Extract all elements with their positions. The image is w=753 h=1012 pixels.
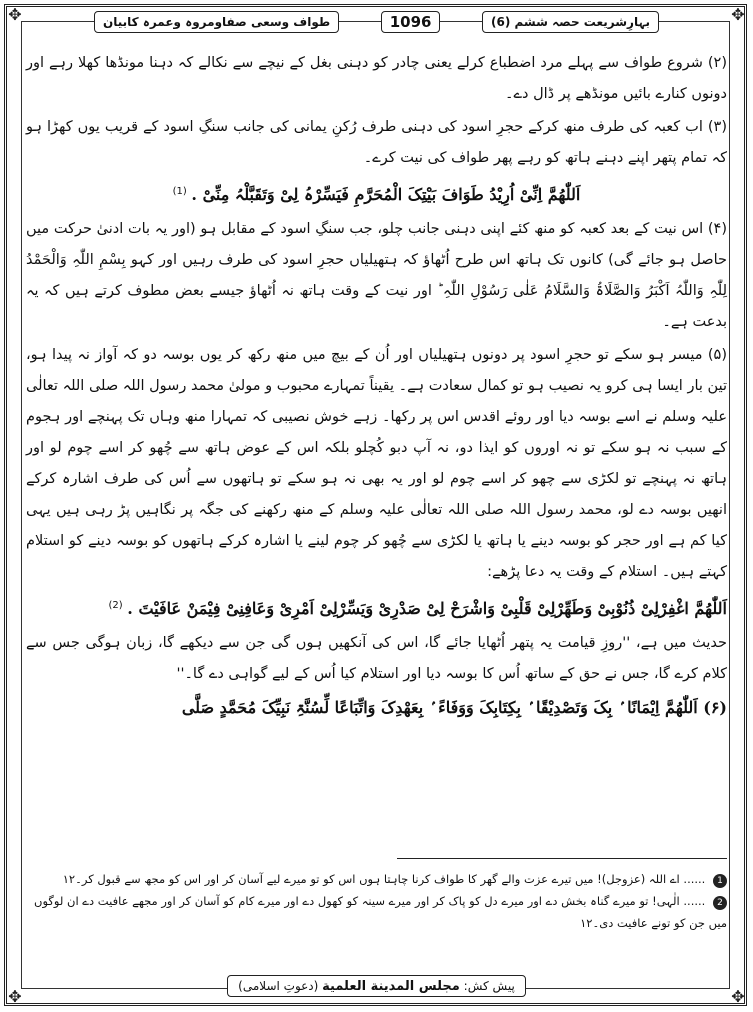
chapter-title: طواف وسعی صفاومروہ وعمرہ کابیان	[94, 11, 339, 33]
footnote-text: ...... الٰہی! تو میرے گناہ بخش دے اور میرے دل کو پاک کر اور میرے سینہ کو کھول دے اور میرے کام کو آسان کر اور مجھے عافیت دے ان لوگوں میں جن کو تونے عافیت دی۔۱۲	[34, 894, 727, 930]
footnotes	[26, 868, 727, 934]
dua-niyyat	[26, 176, 727, 212]
paragraph-3: (۳) اب کعبہ کی طرف منھ کرکے حجرِ اسود کی دہنی طرف رُکنِ یمانی کی جانب سنگِ اسود کے قریب یوں کھڑا ہو کہ تمام پتھر اپنے دہنے ہاتھ کو رہے پھر طواف کی نیت کرے۔	[26, 119, 727, 166]
paragraph-4: (۴) اس نیت کے بعد کعبہ کو منھ کئے اپنی دہنی جانب چلو، جب سنگِ اسود کے مقابل ہو (اور یہ بات ادنیٰ حرکت میں حاصل ہو جائے گی) کانوں تک ہاتھ اس طرح اُٹھاؤ کہ ہتھیلیاں حجرِ اسود کی طرف رہیں اور کہو بِسْمِ اللّٰہِ وَالْحَمْدُ لِلّٰہِ وَاللّٰہُ اَکْبَرُ وَالصَّلَاۃُ وَالسَّلَامُ عَلٰی رَسُوْلِ اللّٰہِ ؕ اور نیت کے وقت ہاتھ نہ اُٹھاؤ جیسے بعض مطوف کرتے ہیں کہ یہ بدعت ہے۔	[26, 220, 727, 330]
dua-istilam-text: اَللّٰھُمَّ اغْفِرْلِیْ ذُنُوْبِیْ وَطَھِّرْلِیْ قَلْبِیْ وَاشْرَحْ لِیْ صَدْرِیْ وَیَسِّرْلِیْ اَمْرِیْ وَعَافِنِیْ فِیْمَنْ عَافَیْتَ .	[127, 598, 727, 618]
corner-ornament-icon: ✥	[8, 5, 22, 24]
publisher-suffix: (دعوتِ اسلامی)	[238, 979, 319, 993]
footnote-2	[26, 890, 727, 934]
corner-ornament-icon: ✥	[731, 987, 745, 1006]
footnote-text: ...... اے اللہ (عزوجل)! میں تیرے عزت والے گھر کا طواف کرنا چاہتا ہوں اس کو تو میرے لیے آسان کر اور اس کو مجھ سے قبول کر۔۱۲	[62, 872, 706, 886]
page-number: 1096	[381, 11, 441, 33]
corner-ornament-icon: ✥	[8, 987, 22, 1006]
publisher-box	[227, 975, 526, 997]
publisher-prefix: پیش کش:	[463, 979, 515, 993]
paragraph-5: (۵) میسر ہو سکے تو حجرِ اسود پر دونوں ہتھیلیاں اور اُن کے بیچ میں منھ رکھ کر یوں بوسہ دو کہ آواز نہ پیدا ہو، تین بار ایسا ہی کرو یہ نصیب ہو تو کمال سعادت ہے۔ یقیناً تمہارے محبوب و مولیٰ محمد رسول اللہ صلی اللہ تعالٰی علیہ وسلم نے اسے بوسہ دیا اور روئے اقدس اس پر رکھا۔ زہے خوش نصیبی کہ تمہارا منھ وہاں تک پہنچے اور ہجوم کے سبب نہ ہو سکے تو نہ اوروں کو ایذا دو، نہ آپ دبو کُچلو بلکہ اس کے عوض ہاتھ سے چُھو کر اسے چوم لو اور ہاتھ نہ پہنچے تو لکڑی سے چھو کر اسے چوم لو اور یہ بھی نہ ہو سکے تو ہاتھوں سے اُس کی طرف اشارہ کرکے انھیں بوسہ دے لو، محمد رسول اللہ صلی اللہ تعالٰی علیہ وسلم کے منھ رکھنے کی جگہ پر نگاہیں پڑ رہی ہیں یہی کیا کم ہے اور حجر کو بوسہ دینے یا ہاتھ یا لکڑی سے چُھو کر چوم لینے یا اشارہ کرکے ہاتھوں کو بوسہ دینے کو استلام کہتے ہیں۔ استلام کے وقت یہ دعا پڑھے:	[26, 346, 727, 580]
main-text	[26, 48, 727, 725]
footnote-ref-1: (1)	[172, 186, 187, 197]
dua-6: (۶) اَللّٰھُمَّ اِیْمَانًا ۢ بِکَ وَتَصْدِیْقًا ۢ بِکِتَابِکَ وَوَفَاءً ۢ بِعَھْدِکَ وَاتِّبَاعًا لِّسُنَّۃِ نَبِیِّکَ مُحَمَّدٍ صَلَّی	[181, 697, 727, 717]
footnote-divider	[397, 858, 727, 859]
footnote-ref-2: (2)	[108, 599, 123, 611]
footnote-number: 1	[713, 874, 727, 888]
page-header	[94, 10, 659, 34]
page-footer	[0, 975, 753, 997]
book-title: بہارِشریعت حصہ ششم (6)	[482, 11, 659, 33]
footnote-1	[26, 868, 727, 890]
footnote-number: 2	[713, 896, 727, 910]
dua-istilam	[26, 590, 727, 626]
hadith-text: حدیث میں ہے، ''روزِ قیامت یہ پتھر اُٹھایا جائے گا، اس کی آنکھیں ہوں گی جن سے دیکھے گا، زبان ہوگی جس سے کلام کرے گا، جس نے حق کے ساتھ اُس کا بوسہ دیا اور استلام کیا اُس کے لیے گواہی دے گا۔''	[26, 634, 727, 682]
publisher-name: مجلس المدينة العلمية	[322, 979, 460, 994]
corner-ornament-icon: ✥	[731, 5, 745, 24]
dua-niyyat-text: اَللّٰھُمَّ اِنِّیْ اُرِیْدُ طَوَافَ بَیْتِکَ الْمُحَرَّمِ فَیَسِّرْہُ لِیْ وَتَقَبَّلْہُ مِنِّیْ .	[191, 184, 581, 204]
paragraph-2: (۲) شروع طواف سے پہلے مرد اضطباع کرلے یعنی چادر کو دہنی بغل کے نیچے سے نکالے کہ دہنا مونڈھا کھلا رہے اور دونوں کنارے بائیں مونڈھے پر ڈال دے۔	[26, 55, 727, 102]
